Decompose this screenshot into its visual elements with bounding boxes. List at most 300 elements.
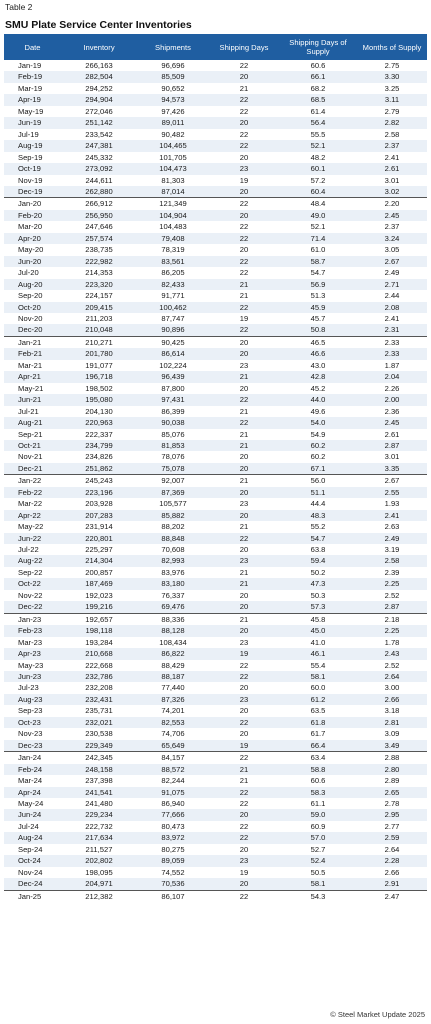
inventory-cell: 220,963 <box>61 417 137 428</box>
months-of-supply-cell: 2.31 <box>357 324 427 336</box>
months-of-supply-cell: 2.28 <box>357 855 427 866</box>
table-row <box>4 290 427 301</box>
months-of-supply-cell: 2.65 <box>357 787 427 798</box>
months-of-supply-cell: 3.35 <box>357 463 427 475</box>
months-of-supply-cell: 3.00 <box>384 683 400 693</box>
date-cell: Nov-21 <box>18 452 43 462</box>
shipping-days-cell: 20 <box>239 590 249 600</box>
date-cell: Jun-19 <box>4 117 61 128</box>
shipping-days-cell: 20 <box>239 683 249 693</box>
shipments-cell: 69,476 <box>137 601 209 613</box>
days-of-supply-cell: 41.0 <box>310 637 326 647</box>
shipments-cell: 78,319 <box>161 245 185 255</box>
days-of-supply-cell: 55.5 <box>310 129 326 139</box>
inventory-cell: 272,046 <box>85 106 113 116</box>
shipments-cell: 90,482 <box>161 129 185 139</box>
table-row <box>4 256 427 267</box>
table-row <box>4 498 427 509</box>
shipments-cell: 89,011 <box>137 117 209 128</box>
date-cell: Aug-22 <box>4 555 61 566</box>
shipments-cell: 88,848 <box>137 533 209 544</box>
months-of-supply-cell: 2.08 <box>357 302 427 313</box>
days-of-supply-cell: 44.0 <box>279 394 357 405</box>
inventory-cell: 187,469 <box>61 578 137 589</box>
table-row <box>4 705 427 716</box>
days-of-supply-cell: 63.4 <box>279 752 357 764</box>
shipments-cell: 74,706 <box>161 729 185 739</box>
shipping-days-cell: 21 <box>209 440 279 451</box>
table-body <box>4 60 427 902</box>
inventory-cell: 294,904 <box>61 94 137 105</box>
table-row <box>4 660 427 671</box>
days-of-supply-cell: 51.1 <box>279 487 357 498</box>
shipping-days-cell: 21 <box>209 279 279 290</box>
months-of-supply-cell: 2.89 <box>384 776 400 786</box>
days-of-supply-cell: 58.7 <box>279 256 357 267</box>
inventory-cell: 273,092 <box>61 163 137 174</box>
shipping-days-cell: 21 <box>239 83 249 93</box>
table-row <box>4 60 427 71</box>
shipments-cell: 83,976 <box>161 567 185 577</box>
table-row <box>4 371 427 382</box>
shipping-days-cell: 22 <box>209 787 279 798</box>
table-row <box>4 429 427 440</box>
shipments-cell: 86,205 <box>161 268 185 278</box>
shipments-cell: 91,771 <box>161 291 185 301</box>
date-cell: Jan-20 <box>4 198 61 210</box>
inventory-cell: 200,857 <box>85 567 113 577</box>
days-of-supply-cell: 54.7 <box>279 533 357 544</box>
days-of-supply-cell: 60.6 <box>310 61 326 70</box>
shipping-days-cell: 20 <box>239 245 249 255</box>
inventory-cell: 198,118 <box>61 625 137 636</box>
months-of-supply-cell: 2.78 <box>384 799 400 808</box>
days-of-supply-cell: 48.3 <box>279 510 357 521</box>
table-row <box>4 717 427 728</box>
shipping-days-cell: 22 <box>209 198 279 210</box>
days-of-supply-cell: 60.4 <box>279 186 357 198</box>
shipments-cell: 77,440 <box>161 683 185 693</box>
shipping-days-cell: 20 <box>239 545 249 555</box>
shipments-cell: 88,429 <box>161 660 185 670</box>
date-cell: Mar-22 <box>18 499 43 509</box>
date-cell: Aug-21 <box>4 417 61 428</box>
months-of-supply-cell: 2.47 <box>357 890 427 902</box>
shipping-days-cell: 22 <box>209 417 279 428</box>
inventory-cell: 199,216 <box>61 601 137 613</box>
inventory-cell: 195,080 <box>61 394 137 405</box>
shipments-cell: 74,201 <box>161 706 185 716</box>
shipments-cell: 87,369 <box>137 487 209 498</box>
months-of-supply-cell: 2.81 <box>357 717 427 728</box>
months-of-supply-cell: 1.78 <box>384 637 400 647</box>
inventory-cell: 217,634 <box>61 832 137 843</box>
shipments-cell: 74,552 <box>161 867 185 877</box>
table-row <box>4 809 427 820</box>
days-of-supply-cell: 66.4 <box>279 740 357 752</box>
shipments-cell: 79,408 <box>137 233 209 244</box>
days-of-supply-cell: 45.0 <box>279 625 357 636</box>
shipping-days-cell: 20 <box>209 186 279 198</box>
days-of-supply-cell: 67.1 <box>279 463 357 475</box>
months-of-supply-cell: 3.01 <box>384 175 400 185</box>
table-row <box>4 533 427 544</box>
date-cell: Jan-22 <box>4 475 61 487</box>
inventory-cell: 244,611 <box>85 175 113 185</box>
days-of-supply-cell: 52.1 <box>310 222 326 232</box>
inventory-cell: 251,862 <box>61 463 137 475</box>
date-cell: Feb-23 <box>4 625 61 636</box>
days-of-supply-cell: 48.2 <box>310 152 326 162</box>
months-of-supply-cell: 2.33 <box>357 348 427 359</box>
date-cell: Nov-23 <box>18 729 43 739</box>
shipments-cell: 90,652 <box>161 83 185 93</box>
inventory-cell: 210,048 <box>61 324 137 336</box>
table-row <box>4 510 427 521</box>
shipping-days-cell: 20 <box>209 601 279 613</box>
table-row <box>4 140 427 151</box>
days-of-supply-cell: 58.1 <box>279 878 357 890</box>
shipping-days-cell: 20 <box>239 706 249 716</box>
inventory-cell: 214,304 <box>61 555 137 566</box>
table-row <box>4 360 427 371</box>
shipping-days-cell: 22 <box>239 61 249 70</box>
inventory-cell: 229,234 <box>61 809 137 820</box>
inventory-cell: 234,826 <box>85 452 113 462</box>
table-row <box>4 775 427 786</box>
inventory-cell: 211,203 <box>85 313 113 323</box>
date-cell: Jul-21 <box>18 406 39 416</box>
months-of-supply-cell: 2.25 <box>357 625 427 636</box>
days-of-supply-cell: 54.0 <box>279 417 357 428</box>
inventory-cell: 232,021 <box>61 717 137 728</box>
date-cell: Sep-24 <box>18 844 43 854</box>
date-cell: Nov-24 <box>18 867 43 877</box>
date-cell: Sep-23 <box>18 706 43 716</box>
date-cell: Dec-21 <box>4 463 61 475</box>
shipments-cell: 75,078 <box>137 463 209 475</box>
inventory-cell: 223,196 <box>61 487 137 498</box>
shipments-cell: 76,337 <box>161 590 185 600</box>
months-of-supply-cell: 3.01 <box>384 452 400 462</box>
table-row <box>4 682 427 693</box>
inventory-cell: 238,735 <box>85 245 113 255</box>
shipping-days-cell: 22 <box>209 671 279 682</box>
months-of-supply-cell: 1.93 <box>384 499 400 509</box>
table-row <box>4 878 427 890</box>
table-row <box>4 302 427 313</box>
shipments-cell: 82,553 <box>137 717 209 728</box>
months-of-supply-cell: 3.24 <box>357 233 427 244</box>
shipping-days-cell: 19 <box>239 175 249 185</box>
months-of-supply-cell: 1.87 <box>384 360 400 370</box>
date-cell: Dec-19 <box>4 186 61 198</box>
date-cell: Jul-23 <box>18 683 39 693</box>
date-cell: Jan-21 <box>4 336 61 348</box>
shipping-days-cell: 23 <box>209 694 279 705</box>
days-of-supply-cell: 57.0 <box>279 832 357 843</box>
shipping-days-cell: 20 <box>239 729 249 739</box>
days-of-supply-cell: 61.8 <box>279 717 357 728</box>
column-header-shipping-days-of-supply: Shipping Days of Supply <box>279 34 357 60</box>
days-of-supply-cell: 45.2 <box>310 383 326 393</box>
date-cell: May-22 <box>18 522 44 532</box>
months-of-supply-cell: 2.61 <box>384 429 400 439</box>
months-of-supply-cell: 3.19 <box>384 545 400 555</box>
date-cell: Mar-19 <box>18 83 43 93</box>
date-cell: Oct-24 <box>4 855 61 866</box>
months-of-supply-cell: 2.44 <box>384 291 400 301</box>
months-of-supply-cell: 2.37 <box>384 222 400 232</box>
table-label: Table 2 <box>5 2 33 12</box>
shipping-days-cell: 21 <box>239 776 249 786</box>
shipping-days-cell: 20 <box>239 383 249 393</box>
shipping-days-cell: 21 <box>209 613 279 625</box>
shipping-days-cell: 22 <box>239 268 249 278</box>
shipments-cell: 92,007 <box>137 475 209 487</box>
inventory-cell: 230,538 <box>85 729 113 739</box>
inventory-cell: 191,077 <box>85 360 113 370</box>
date-cell: Apr-21 <box>4 371 61 382</box>
days-of-supply-cell: 50.5 <box>310 867 326 877</box>
months-of-supply-cell: 2.79 <box>384 106 400 116</box>
date-cell: Sep-19 <box>18 152 43 162</box>
table-row <box>4 567 427 578</box>
date-cell: Apr-23 <box>4 648 61 659</box>
table-row <box>4 336 427 348</box>
shipments-cell: 80,473 <box>161 821 185 831</box>
shipping-days-cell: 20 <box>209 625 279 636</box>
months-of-supply-cell: 2.25 <box>357 578 427 589</box>
table-row <box>4 440 427 451</box>
months-of-supply-cell: 2.58 <box>384 129 400 139</box>
shipping-days-cell: 22 <box>209 233 279 244</box>
inventory-cell: 241,480 <box>85 799 113 808</box>
shipments-cell: 104,483 <box>159 222 187 232</box>
table-row <box>4 129 427 140</box>
shipping-days-cell: 22 <box>209 533 279 544</box>
days-of-supply-cell: 61.1 <box>310 799 326 808</box>
months-of-supply-cell: 2.39 <box>384 567 400 577</box>
shipments-cell: 77,666 <box>137 809 209 820</box>
days-of-supply-cell: 48.4 <box>279 198 357 210</box>
shipping-days-cell: 22 <box>209 302 279 313</box>
inventory-cell: 247,381 <box>61 140 137 151</box>
date-cell: Jan-25 <box>4 890 61 902</box>
months-of-supply-cell: 2.36 <box>384 406 400 416</box>
table-row <box>4 394 427 405</box>
days-of-supply-cell: 63.8 <box>310 545 326 555</box>
days-of-supply-cell: 55.2 <box>310 522 326 532</box>
date-cell: Feb-21 <box>4 348 61 359</box>
date-cell: May-19 <box>18 106 44 116</box>
days-of-supply-cell: 49.6 <box>310 406 326 416</box>
shipping-days-cell: 20 <box>209 117 279 128</box>
shipping-days-cell: 19 <box>239 313 249 323</box>
date-cell: Jun-24 <box>4 809 61 820</box>
shipments-cell: 86,940 <box>161 799 185 808</box>
days-of-supply-cell: 52.1 <box>279 140 357 151</box>
shipping-days-cell: 23 <box>209 163 279 174</box>
inventory-cell: 192,023 <box>85 590 113 600</box>
shipping-days-cell: 23 <box>239 499 249 509</box>
shipments-cell: 88,202 <box>161 522 185 532</box>
shipments-cell: 81,303 <box>161 175 185 185</box>
inventory-cell: 222,982 <box>61 256 137 267</box>
table-row <box>4 417 427 428</box>
table-row <box>4 637 427 648</box>
months-of-supply-cell: 2.80 <box>357 764 427 775</box>
inventory-cell: 204,130 <box>85 406 113 416</box>
shipping-days-cell: 20 <box>209 71 279 82</box>
inventory-cell: 248,158 <box>61 764 137 775</box>
inventory-cell: 220,801 <box>61 533 137 544</box>
table-row <box>4 671 427 682</box>
months-of-supply-cell: 2.41 <box>384 313 400 323</box>
inventory-cell: 266,912 <box>61 198 137 210</box>
table-row <box>4 348 427 359</box>
days-of-supply-cell: 58.8 <box>279 764 357 775</box>
table-row <box>4 94 427 105</box>
months-of-supply-cell: 2.82 <box>357 117 427 128</box>
shipping-days-cell: 21 <box>239 291 249 301</box>
shipping-days-cell: 21 <box>239 406 249 416</box>
date-cell: Mar-24 <box>18 776 43 786</box>
shipping-days-cell: 19 <box>239 867 249 877</box>
days-of-supply-cell: 66.1 <box>279 71 357 82</box>
table-row <box>4 752 427 764</box>
days-of-supply-cell: 42.8 <box>279 371 357 382</box>
days-of-supply-cell: 60.2 <box>279 440 357 451</box>
date-cell: Jul-20 <box>18 268 39 278</box>
date-cell: Aug-20 <box>4 279 61 290</box>
months-of-supply-cell: 2.63 <box>384 522 400 532</box>
column-header-months-of-supply: Months of Supply <box>357 34 427 60</box>
shipping-days-cell: 20 <box>239 152 249 162</box>
table-row <box>4 544 427 555</box>
months-of-supply-cell: 2.66 <box>357 694 427 705</box>
shipments-cell: 80,275 <box>161 844 185 854</box>
table-row <box>4 728 427 739</box>
table-row <box>4 83 427 94</box>
shipments-cell: 83,972 <box>137 832 209 843</box>
date-cell: Oct-22 <box>4 578 61 589</box>
months-of-supply-cell: 3.49 <box>357 740 427 752</box>
days-of-supply-cell: 68.2 <box>310 83 326 93</box>
shipments-cell: 70,608 <box>161 545 185 555</box>
inventory-cell: 245,332 <box>85 152 113 162</box>
shipments-cell: 104,473 <box>137 163 209 174</box>
days-of-supply-cell: 60.9 <box>310 821 326 831</box>
table-row <box>4 648 427 659</box>
shipments-cell: 101,705 <box>159 152 187 162</box>
date-cell: Apr-19 <box>4 94 61 105</box>
shipments-cell: 85,509 <box>137 71 209 82</box>
months-of-supply-cell: 3.09 <box>384 729 400 739</box>
shipments-cell: 88,336 <box>137 613 209 625</box>
table-row <box>4 463 427 475</box>
shipments-cell: 65,649 <box>137 740 209 752</box>
shipments-cell: 78,076 <box>161 452 185 462</box>
shipments-cell: 70,536 <box>137 878 209 890</box>
table-row <box>4 798 427 809</box>
months-of-supply-cell: 3.30 <box>357 71 427 82</box>
table-row <box>4 221 427 232</box>
copyright-footer: © Steel Market Update 2025 <box>330 1010 425 1019</box>
date-cell: Jan-19 <box>18 61 42 70</box>
table-row <box>4 740 427 752</box>
months-of-supply-cell: 2.61 <box>357 163 427 174</box>
inventory-cell: 242,345 <box>61 752 137 764</box>
shipping-days-cell: 22 <box>209 832 279 843</box>
months-of-supply-cell: 2.59 <box>357 832 427 843</box>
shipments-cell: 91,075 <box>137 787 209 798</box>
shipments-cell: 86,822 <box>137 648 209 659</box>
months-of-supply-cell: 2.00 <box>357 394 427 405</box>
months-of-supply-cell: 2.77 <box>384 821 400 831</box>
date-cell: Oct-19 <box>4 163 61 174</box>
shipping-days-cell: 22 <box>239 660 249 670</box>
inventory-cell: 211,527 <box>85 844 113 854</box>
shipping-days-cell: 21 <box>239 567 249 577</box>
table-row <box>4 383 427 394</box>
shipping-days-cell: 22 <box>239 821 249 831</box>
inventory-cell: 223,320 <box>61 279 137 290</box>
months-of-supply-cell: 2.87 <box>357 440 427 451</box>
months-of-supply-cell: 2.88 <box>357 752 427 764</box>
shipments-cell: 87,014 <box>137 186 209 198</box>
shipments-cell: 105,577 <box>159 499 187 509</box>
shipments-cell: 100,462 <box>137 302 209 313</box>
table-row <box>4 71 427 82</box>
inventory-cell: 204,971 <box>61 878 137 890</box>
date-cell: Nov-19 <box>18 175 43 185</box>
days-of-supply-cell: 61.2 <box>279 694 357 705</box>
shipping-days-cell: 23 <box>239 360 249 370</box>
inventory-cell: 294,252 <box>85 83 113 93</box>
date-cell: Dec-20 <box>4 324 61 336</box>
shipping-days-cell: 19 <box>209 740 279 752</box>
date-cell: Jul-22 <box>18 545 39 555</box>
date-cell: Apr-20 <box>4 233 61 244</box>
table-row <box>4 625 427 636</box>
inventory-cell: 232,208 <box>85 683 113 693</box>
days-of-supply-cell: 55.4 <box>310 660 326 670</box>
months-of-supply-cell: 2.91 <box>357 878 427 890</box>
days-of-supply-cell: 60.0 <box>310 683 326 693</box>
days-of-supply-cell: 47.3 <box>279 578 357 589</box>
table-title: SMU Plate Service Center Inventories <box>5 19 192 31</box>
column-header-shipments: Shipments <box>137 34 209 60</box>
table-row <box>4 555 427 566</box>
months-of-supply-cell: 2.43 <box>357 648 427 659</box>
inventory-cell: 231,914 <box>85 522 113 532</box>
shipments-cell: 90,425 <box>137 336 209 348</box>
shipments-cell: 97,431 <box>137 394 209 405</box>
days-of-supply-cell: 45.8 <box>279 613 357 625</box>
days-of-supply-cell: 56.0 <box>279 475 357 487</box>
shipping-days-cell: 22 <box>209 256 279 267</box>
column-header-shipping-days: Shipping Days <box>209 34 279 60</box>
months-of-supply-cell: 3.25 <box>384 83 400 93</box>
months-of-supply-cell: 2.71 <box>357 279 427 290</box>
date-cell: Feb-20 <box>4 210 61 221</box>
date-cell: Feb-22 <box>4 487 61 498</box>
date-cell: Feb-24 <box>4 764 61 775</box>
shipments-cell: 83,180 <box>137 578 209 589</box>
inventory-cell: 210,668 <box>61 648 137 659</box>
months-of-supply-cell: 2.49 <box>384 268 400 278</box>
